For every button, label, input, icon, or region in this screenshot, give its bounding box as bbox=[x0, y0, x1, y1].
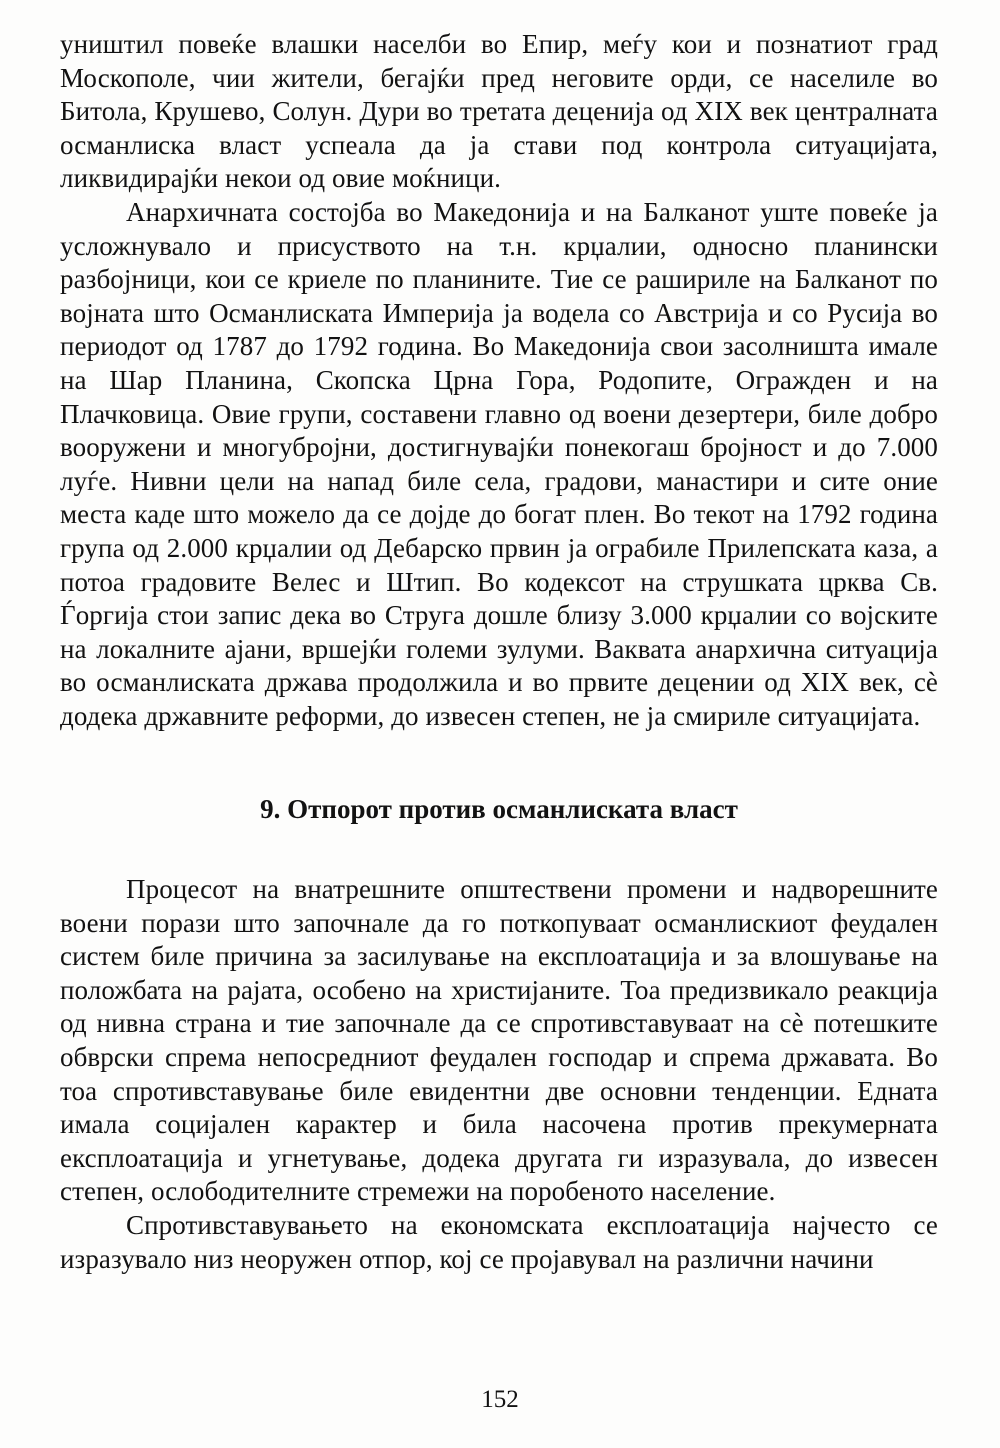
paragraph-resistance: Спротивставувањето на економската експлоатација најчесто се изразувало низ неоружен отпор, кој се пројавувал на различни начини bbox=[60, 1210, 938, 1274]
section-heading: 9. Отпорот против османлиската власт bbox=[260, 794, 738, 825]
paragraph-process: Процесот на внатрешните општествени промени и надворешните воени порази што започнале да го поткопуваат османлискиот феудален систем биле причина за засилување на експлоатација и за влошување на положбата на рајата, особено на христијаните. Тоа предизвикало реакција од нивна страна и тие започнале да се спротивставуваат на сѐ потешките обврски спрема непосредниот феудален господар и спрема државата. Во тоа спротивставување биле евидентни две основни тенденции. Едната имала социјален карактер и била насочена против прекумерната експлоатација и угнетување, додека другата ги изразувала, до извесен степен, ослободителните стремежи на поробеното население. bbox=[60, 874, 938, 1207]
paragraph-continuation: уништил повеќе влашки населби во Епир, меѓу кои и познатиот град Москополе, чии жители, бегајќи пред неговите орди, се населиле во Битола, Крушево, Солун. Дури во третата деценија од XIX век централната османлиска власт успеала да ја стави под контрола ситуацијата, ликвидирајќи некои од овие моќници. bbox=[60, 29, 938, 194]
page-number: 152 bbox=[481, 1386, 519, 1413]
paragraph-anarchy: Анархичната состојба во Македонија и на Балканот уште повеќе ја усложнувало и присуството на т.н. крџалии, односно планински разбојници, кои се криеле по планините. Тие се рашириле на Балканот по војната што Османлиската Империја ја водела со Австрија и со Русија во периодот од 1787 до 1792 година. Во Македонија свои засолништа имале на Шар Планина, Скопска Црна Гора, Родопите, Огражден и на Плачковица. Овие групи, составени главно од воени дезертери, биле добро вооружени и многубројни, достигнувајќи понекогаш бројност и до 7.000 луѓе. Нивни цели на напад биле села, градови, манастири и сите оние места каде што можело да се дојде до богат плен. Во текот на 1792 година група од 2.000 крџалии од Дебарско првин ја ограбиле Прилепската каза, а потоа градовите Велес и Штип. Во кодексот на струшката црква Св. Ѓоргија стои запис дека во Струга дошле близу 3.000 крџалии со војските на локалните ајани, вршејќи големи зулуми. Ваквата анархична ситуација во османлиската држава продолжила и во првите децении од XIX век, сѐ додека државните реформи, до извесен степен, не ја смириле ситуацијата. bbox=[60, 196, 938, 731]
